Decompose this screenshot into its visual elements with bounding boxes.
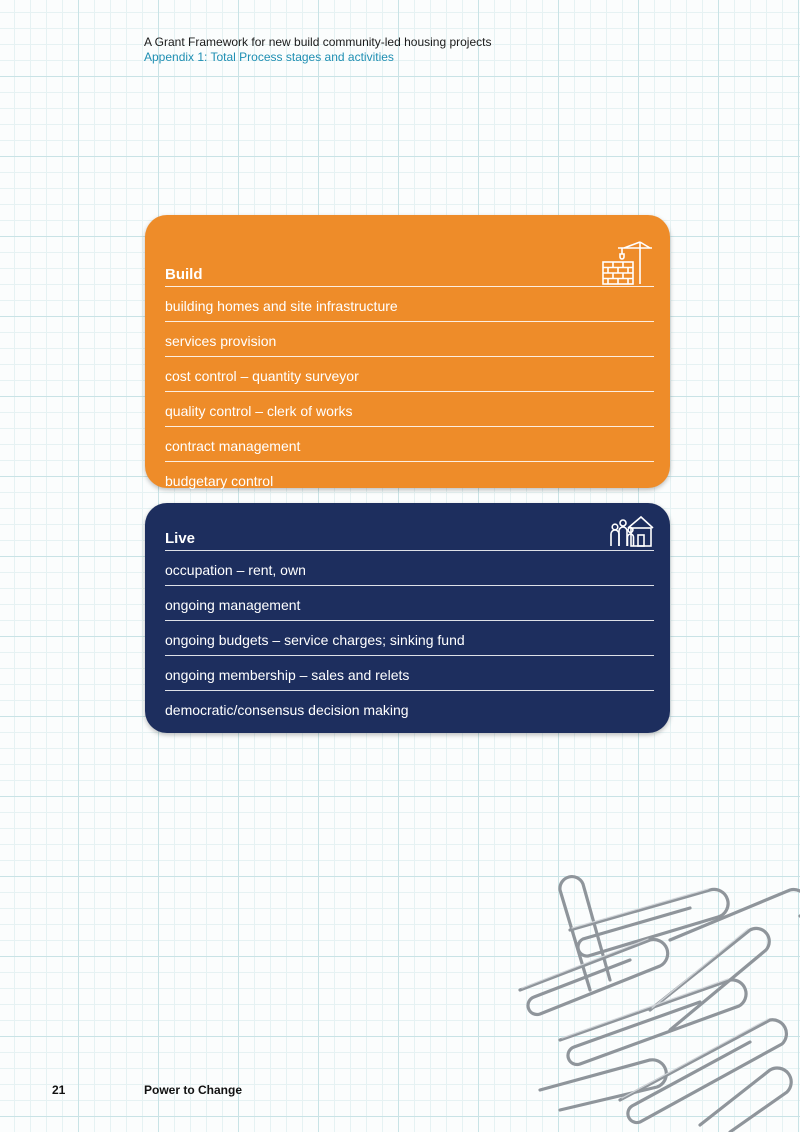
build-activity-list [165,287,654,496]
list-item: democratic/consensus decision making [165,702,409,718]
page-header [144,35,491,65]
list-item: ongoing membership – sales and relets [165,656,654,691]
list-item: contract management [165,427,654,462]
live-stage-card [145,503,670,733]
list-item: budgetary control [165,473,274,489]
list-item: building homes and site infrastructure [165,287,654,322]
list-item: ongoing budgets – service charges; sinking fund [165,621,654,656]
list-item: services provision [165,322,654,357]
live-activity-list [165,551,654,725]
construction-crane-brick-wall-icon [600,240,654,286]
paperclips-image [500,870,800,1132]
live-heading: Live [165,530,196,547]
live-card-header [165,526,654,551]
build-heading: Build [165,266,203,283]
document-title: A Grant Framework for new build community-led housing projects [144,35,492,49]
page-number: 21 [52,1083,66,1097]
document-subtitle: Appendix 1: Total Process stages and activities [144,50,394,64]
list-item: quality control – clerk of works [165,392,654,427]
people-house-icon [610,514,654,548]
footer-organisation: Power to Change [144,1083,243,1097]
list-item: ongoing management [165,586,654,621]
build-stage-card [145,215,670,488]
list-item: cost control – quantity surveyor [165,357,654,392]
build-card-header [165,252,654,287]
list-item: occupation – rent, own [165,551,654,586]
